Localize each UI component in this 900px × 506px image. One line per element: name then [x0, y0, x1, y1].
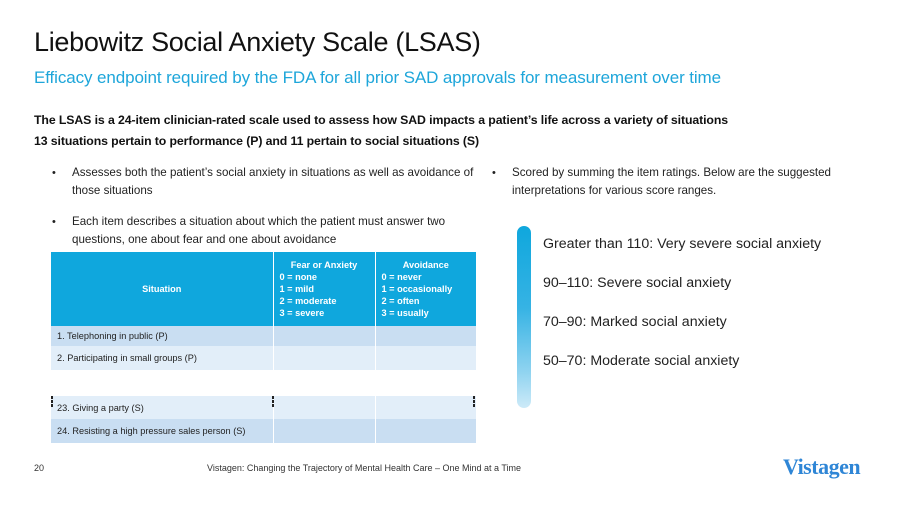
cell-fear	[273, 419, 375, 443]
ellipsis-icon	[472, 396, 476, 408]
cell-avoidance	[375, 396, 476, 419]
slide-title: Liebowitz Social Anxiety Scale (LSAS)	[34, 27, 481, 57]
lsas-items-table	[51, 252, 476, 443]
table-gap-row	[51, 370, 476, 396]
header-avoidance	[375, 252, 476, 326]
score-range-item: 90–110: Severe social anxiety	[543, 275, 732, 291]
cell-situation: 24. Resisting a high pressure sales person (S)	[51, 419, 273, 443]
table-row	[51, 419, 476, 443]
header-avoidance-title: Avoidance	[402, 260, 449, 270]
table-row	[51, 326, 476, 346]
intro-line-2: 13 situations pertain to performance (P) and 11 pertain to social situations (S)	[34, 134, 480, 148]
score-range-list	[543, 236, 821, 392]
cell-fear	[273, 346, 375, 370]
cell-avoidance	[375, 326, 476, 346]
ellipsis-icon	[50, 396, 54, 408]
cell-situation: 1. Telephoning in public (P)	[51, 326, 273, 346]
table-row	[51, 396, 476, 419]
fear-scale-2: 2 = moderate	[279, 296, 337, 306]
bullet-item: • Assesses both the patient’s social anxiety in situations as well as avoidance of those situations	[50, 164, 475, 200]
table-header-row	[51, 252, 476, 326]
footer-tagline: Vistagen: Changing the Trajectory of Mental Health Care – One Mind at a Time	[207, 463, 522, 473]
fear-scale-0: 0 = none	[279, 272, 318, 282]
cell-fear	[273, 326, 375, 346]
cell-fear	[273, 396, 375, 419]
table-row	[51, 346, 476, 370]
score-range-item: 50–70: Moderate social anxiety	[543, 353, 740, 369]
ellipsis-icon	[271, 396, 275, 408]
fear-scale-3: 3 = severe	[279, 308, 325, 318]
intro-text	[34, 110, 728, 152]
avoidance-scale-3: 3 = usually	[381, 308, 429, 318]
score-range-item: 70–90: Marked social anxiety	[543, 314, 727, 330]
fear-scale-1: 1 = mild	[279, 284, 314, 294]
cell-situation: 23. Giving a party (S)	[51, 396, 273, 419]
header-situation: Situation	[51, 252, 273, 326]
intro-line-1: The LSAS is a 24-item clinician-rated scale used to assess how SAD impacts a patient’s life across a variety of situations	[34, 113, 728, 127]
page-number: 20	[34, 463, 45, 473]
cell-situation: 2. Participating in small groups (P)	[51, 346, 273, 370]
header-fear	[273, 252, 375, 326]
score-range-item: Greater than 110: Very severe social anxiety	[543, 236, 822, 252]
avoidance-scale-0: 0 = never	[381, 272, 422, 282]
severity-gradient-bar	[517, 226, 531, 408]
avoidance-scale-1: 1 = occasionally	[381, 284, 453, 294]
cell-avoidance	[375, 346, 476, 370]
vistagen-logo: Vistagen	[783, 454, 861, 479]
bullet-item: • Scored by summing the item ratings. Below are the suggested interpretations for various score ranges.	[490, 164, 870, 200]
cell-avoidance	[375, 419, 476, 443]
left-bullet-list	[50, 164, 475, 262]
bullet-item: • Each item describes a situation about which the patient must answer two questions, one about fear and one about avoidance	[50, 213, 475, 249]
slide-subtitle: Efficacy endpoint required by the FDA for all prior SAD approvals for measurement over time	[34, 68, 721, 87]
right-bullet-list	[490, 164, 870, 213]
avoidance-scale-2: 2 = often	[381, 296, 420, 306]
header-fear-title: Fear or Anxiety	[290, 260, 358, 270]
